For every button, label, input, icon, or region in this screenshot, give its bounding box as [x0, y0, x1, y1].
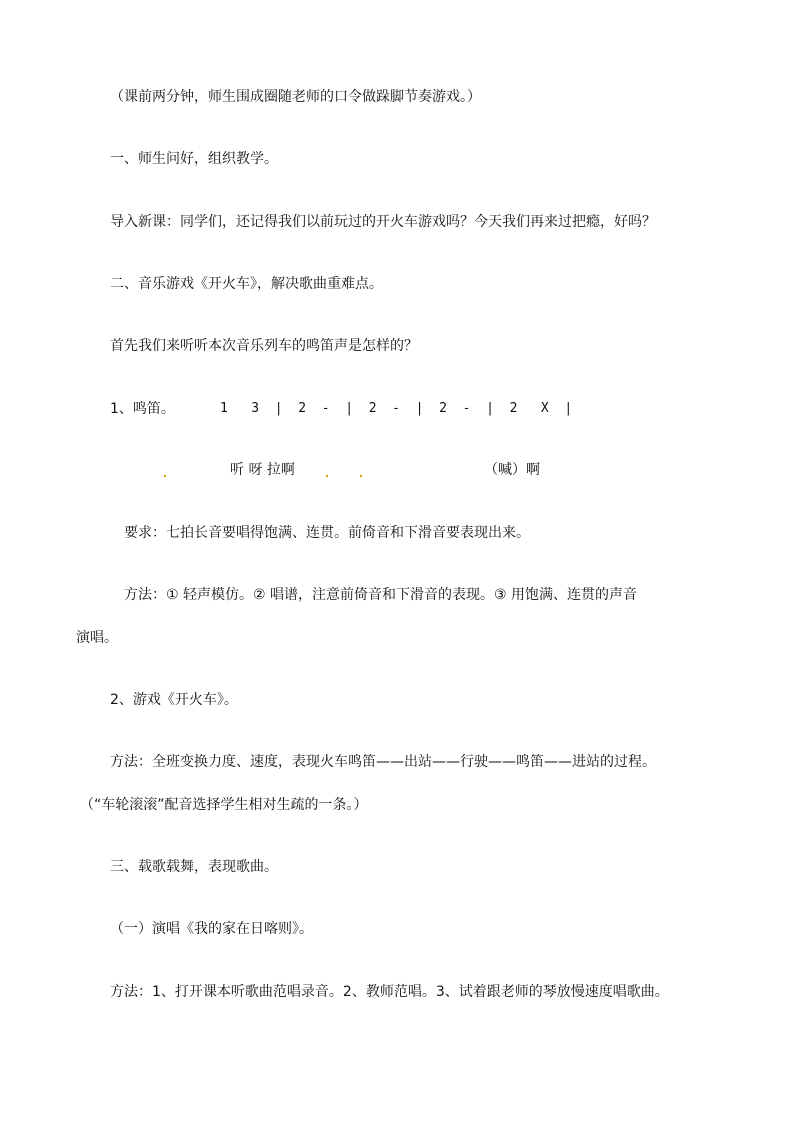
whistle-lyrics-b: （喊）啊 [484, 462, 540, 478]
whistle-lyrics-a: 听 呀 拉啊 [230, 462, 295, 478]
singing-method: 方法：1、打开课本听歌曲范唱录音。2、教师范唱。3、试着跟老师的琴放慢速度唱歌曲。 [110, 984, 669, 1000]
lesson-intro: 导入新课：同学们，还记得我们以前玩过的开火车游戏吗？今天我们再来过把瘾，好吗？ [110, 214, 656, 230]
listening-prompt: 首先我们来听听本次音乐列车的鸣笛声是怎样的？ [110, 338, 418, 354]
section-one-heading: 一、师生问好，组织教学。 [110, 151, 278, 167]
singing-subheading: （一）演唱《我的家在日喀则》。 [110, 921, 313, 937]
game-item-label: 2、游戏《开火车》。 [110, 692, 238, 708]
intro-activity: （课前两分钟，师生围成圈随老师的口令做跺脚节奏游戏。） [110, 89, 481, 105]
whistle-notation: 1 3 | 2 - | 2 - | 2 - | 2 X | [220, 401, 573, 416]
section-three-heading: 三、载歌载舞，表现歌曲。 [110, 859, 278, 875]
method-steps: 方法：① 轻声模仿。② 唱谱，注意前倚音和下滑音的表现。③ 用饱满、连贯的声音 [124, 587, 638, 603]
grace-note-marker [164, 475, 166, 477]
grace-note-marker [360, 475, 362, 477]
section-two-heading: 二、音乐游戏《开火车》，解决歌曲重难点。 [110, 276, 383, 292]
game-note: （“车轮滚滚”配音选择学生相对生疏的一条。） [80, 797, 368, 813]
method-steps-continued: 演唱。 [76, 630, 118, 646]
whistle-item-label: 1、鸣笛。 [110, 401, 175, 417]
requirement: 要求：七拍长音要唱得饱满、连贯。前倚音和下滑音要表现出来。 [124, 525, 530, 541]
game-method: 方法：全班变换力度、速度，表现火车鸣笛——出站——行驶——鸣笛——进站的过程。 [110, 754, 656, 770]
grace-note-marker [326, 475, 328, 477]
